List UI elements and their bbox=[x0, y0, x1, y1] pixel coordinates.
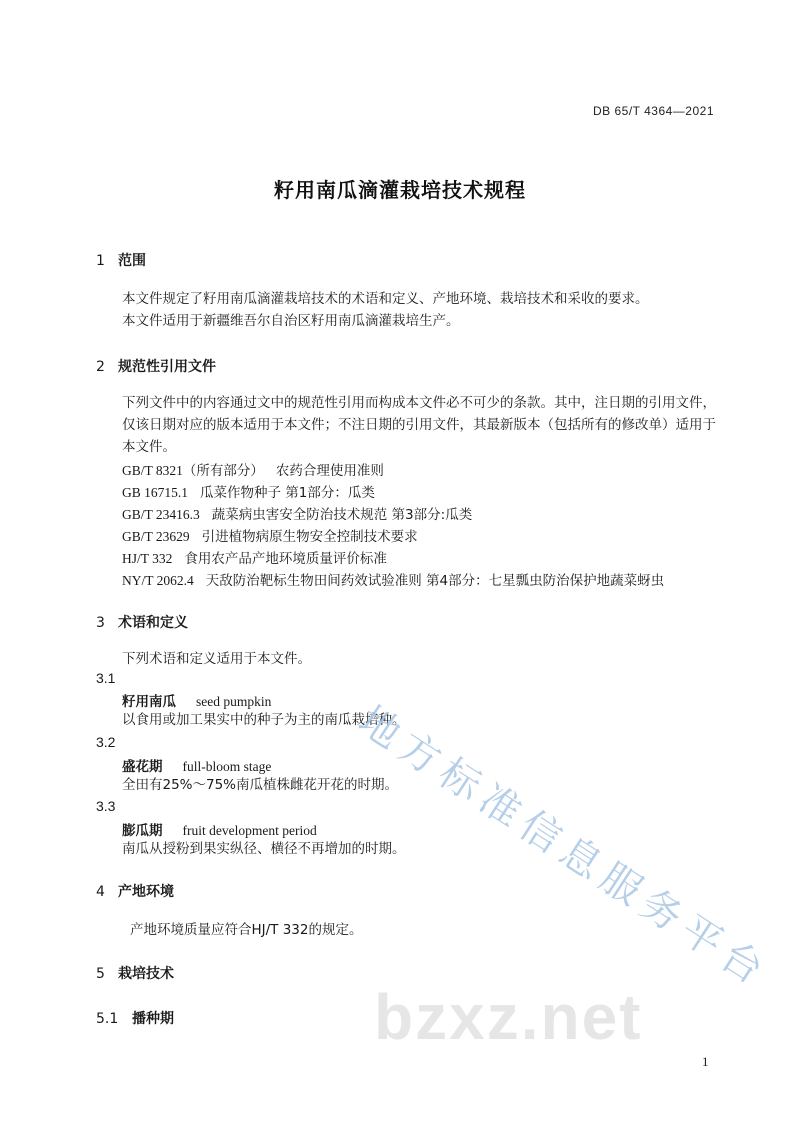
ref-item-1: GB/T 8321（所有部分） 农药合理使用准则 bbox=[122, 463, 384, 479]
watermark-text: 地方标准信息服务平台 bbox=[350, 697, 778, 998]
section-1-para-1: 本文件规定了籽用南瓜滴灌栽培技术的术语和定义、产地环境、栽培技术和采收的要求。 bbox=[122, 291, 649, 307]
term-number: 3.2 bbox=[96, 734, 116, 750]
section-4-heading: 4 产地环境 bbox=[96, 884, 174, 900]
section-4-para: 产地环境质量应符合HJ/T 332的规定。 bbox=[130, 922, 363, 938]
section-1-heading: 1 范围 bbox=[96, 253, 146, 269]
page-number: 1 bbox=[702, 1054, 709, 1069]
term-definition: 以食用或加工果实中的种子为主的南瓜栽培种。 bbox=[122, 712, 406, 728]
ref-item-2: GB 16715.1 瓜菜作物种子 第1部分：瓜类 bbox=[122, 485, 375, 501]
section-2-intro: 下列文件中的内容通过文中的规范性引用而构成本文件必不可少的条款。其中，注日期的引用文件，仅该日期对应的版本适用于本文件；不注日期的引用文件，其最新版本（包括所有的修改单）适用于本文件。 bbox=[122, 395, 716, 455]
term-heading: 籽用南瓜 seed pumpkin bbox=[122, 694, 272, 710]
ref-item-6: NY/T 2062.4 天敌防治靶标生物田间药效试验准则 第4部分：七星瓢虫防治保护地蔬菜蚜虫 bbox=[122, 573, 665, 589]
term-definition: 全田有25%～75%南瓜植株雌花开花的时期。 bbox=[122, 777, 399, 793]
document-title: 籽用南瓜滴灌栽培技术规程 bbox=[274, 178, 526, 202]
term-heading: 盛花期 full-bloom stage bbox=[122, 759, 272, 775]
section-5-1-heading: 5.1 播种期 bbox=[96, 1011, 174, 1027]
term-number: 3.1 bbox=[96, 670, 116, 686]
section-2-heading: 2 规范性引用文件 bbox=[96, 359, 216, 375]
section-5-heading: 5 栽培技术 bbox=[96, 966, 174, 982]
section-3-heading: 3 术语和定义 bbox=[96, 615, 188, 631]
site-watermark: bzxz.net bbox=[374, 981, 643, 1053]
ref-item-3: GB/T 23416.3 蔬菜病虫害安全防治技术规范 第3部分:瓜类 bbox=[122, 507, 473, 523]
ref-item-5: HJ/T 332 食用农产品产地环境质量评价标准 bbox=[122, 551, 387, 567]
section-1-para-2: 本文件适用于新疆维吾尔自治区籽用南瓜滴灌栽培生产。 bbox=[122, 313, 460, 329]
section-3-intro: 下列术语和定义适用于本文件。 bbox=[122, 651, 311, 667]
ref-item-4: GB/T 23629 引进植物病原生物安全控制技术要求 bbox=[122, 529, 418, 545]
term-definition: 南瓜从授粉到果实纵径、横径不再增加的时期。 bbox=[122, 841, 406, 857]
term-heading: 膨瓜期 fruit development period bbox=[122, 823, 317, 839]
term-number: 3.3 bbox=[96, 798, 116, 814]
standard-code: DB 65/T 4364—2021 bbox=[592, 104, 714, 118]
